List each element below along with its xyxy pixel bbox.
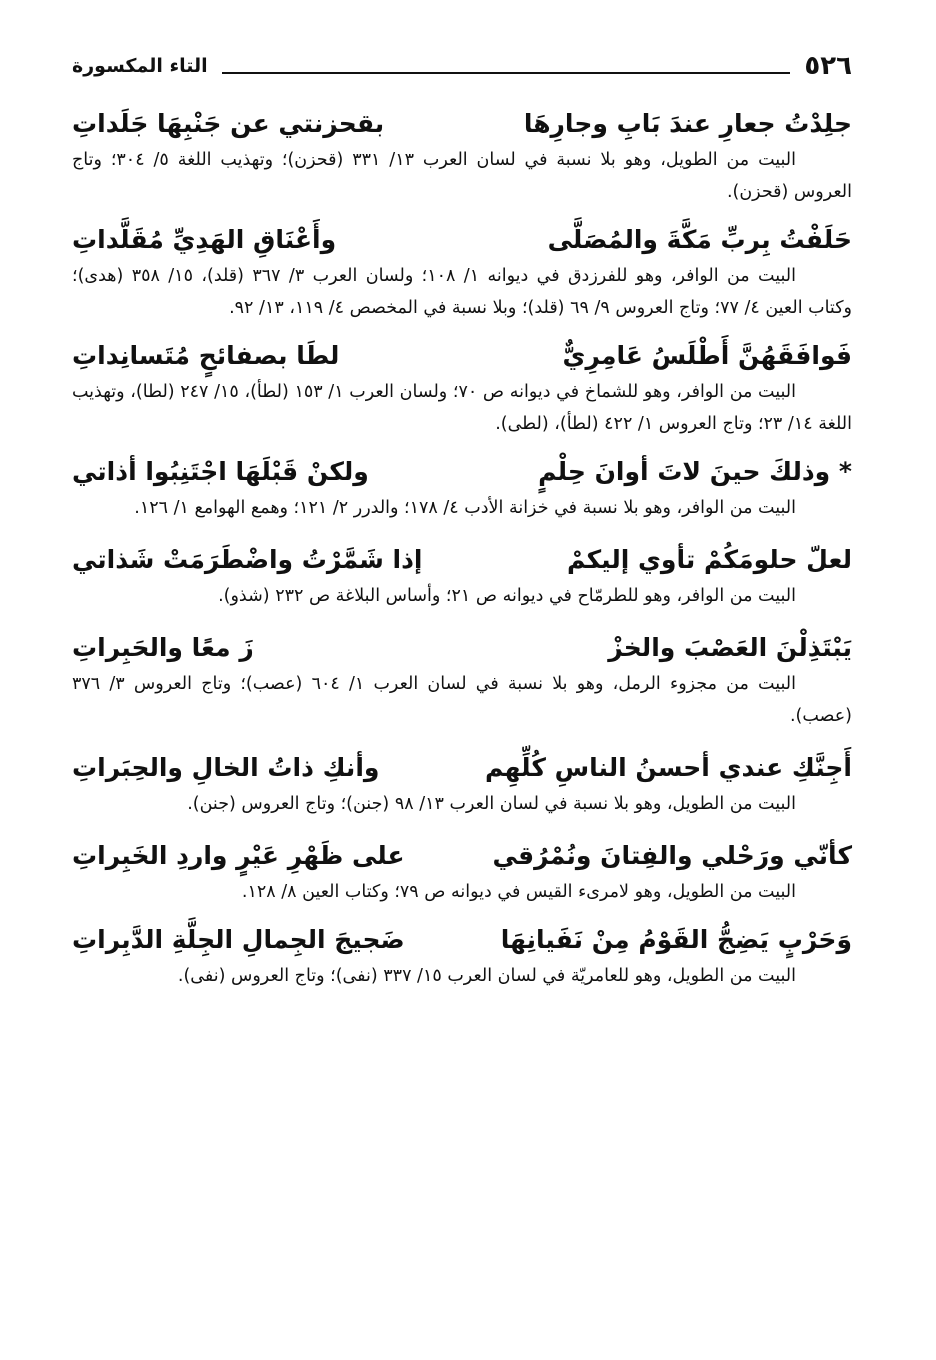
verse-entry bbox=[72, 628, 852, 732]
section-title: التاء المكسورة bbox=[72, 55, 208, 77]
verse-line bbox=[72, 452, 852, 492]
verse-entry bbox=[72, 836, 852, 908]
verse-entry bbox=[72, 336, 852, 440]
first-hemistich-text: وَحَرْبٍ يَضِجُّ القَوْمُ مِنْ نَفَيانِهَا bbox=[500, 925, 852, 954]
header-rule bbox=[222, 72, 791, 74]
verse-note: البيت من الطويل، وهو للعامريّة في لسان العرب ١٥/ ٣٣٧ (نفى)؛ وتاج العروس (نفى). bbox=[177, 966, 796, 986]
header-spacer bbox=[72, 84, 852, 104]
verse-second-hemistich: على ظَهْرِ عَيْرٍ واردِ الخَبِراتِ bbox=[72, 841, 405, 870]
page-number: ٥٢٦ bbox=[804, 51, 852, 81]
entry-spacer bbox=[72, 820, 852, 836]
verse-entry bbox=[72, 220, 852, 324]
verse-second-hemistich: بقحزنتي عن جَنْبِهَا جَلَداتِ bbox=[72, 109, 385, 138]
first-hemistich-text: لعلّ حلومَكُمْ تأوي إليكمْ bbox=[567, 545, 852, 574]
verse-entry bbox=[72, 452, 852, 524]
entry-spacer bbox=[72, 732, 852, 748]
first-hemistich-text: أَجِنَّكِ عندي أحسنُ الناسِ كُلِّهِم bbox=[485, 753, 852, 782]
verse-entry bbox=[72, 920, 852, 992]
verse-first-hemistich bbox=[538, 452, 852, 492]
verse-first-hemistich bbox=[501, 920, 852, 960]
first-hemistich-text: كأنّي ورَحْلي والفِتانَ ونُمْرُقي bbox=[492, 841, 852, 870]
verse-second-hemistich: وأَعْنَاقِ الهَدِيِّ مُقَلَّداتِ bbox=[72, 225, 337, 254]
verse-first-hemistich bbox=[563, 336, 852, 376]
first-hemistich-text: جلِدْتُ جعارِ عندَ بَابِ وجارِهَا bbox=[523, 109, 852, 138]
verse-entry bbox=[72, 104, 852, 208]
first-hemistich-text: يَبْتَذِلْنَ العَصْبَ والخزْ bbox=[608, 633, 852, 662]
verse-first-hemistich bbox=[493, 836, 853, 876]
entry-spacer bbox=[72, 324, 852, 336]
entry-spacer bbox=[72, 524, 852, 540]
verse-line bbox=[72, 920, 852, 960]
verse-second-hemistich: وأنكِ ذاتُ الخالِ والحِبَراتِ bbox=[72, 753, 380, 782]
verse-note: البيت من الطويل، وهو لامرىء القيس في ديوانه ص ٧٩؛ وكتاب العين ٨/ ١٢٨. bbox=[241, 882, 796, 902]
verse-second-hemistich: لطَا بصفائحٍ مُتَسانِداتِ bbox=[72, 341, 340, 370]
first-hemistich-text: وذلكَ حينَ لاتَ أوانَ حِلْمٍ bbox=[538, 457, 831, 486]
verse-line bbox=[72, 540, 852, 580]
verse-entry bbox=[72, 540, 852, 612]
entry-spacer bbox=[72, 612, 852, 628]
first-hemistich-text: حَلَفْتُ بِربِّ مَكَّةَ والمُصَلَّى bbox=[547, 225, 852, 254]
verse-line bbox=[72, 628, 852, 668]
verse-entry bbox=[72, 748, 852, 820]
verse-line bbox=[72, 748, 852, 788]
verse-first-hemistich bbox=[485, 748, 852, 788]
entry-spacer bbox=[72, 908, 852, 920]
book-page bbox=[72, 48, 852, 992]
verse-note: البيت من الطويل، وهو بلا نسبة في لسان العرب ١٣/ ٣٣١ (قحزن)؛ وتهذيب اللغة ٥/ ٣٠٤؛ وتاج العروس (قحزن). bbox=[72, 150, 852, 202]
verse-note: البيت من الوافر، وهو للفرزدق في ديوانه ١/ ١٠٨؛ ولسان العرب ٣/ ٣٦٧ (قلد)، ١٥/ ٣٥٨ (هدى)؛ وكتاب العين ٤/ ٧٧؛ وتاج العروس ٩/ ٦٩ (قلد)؛ وبلا نسبة في المخصص ٤/ ١١٩، ١٣/ ٩٢. bbox=[72, 266, 852, 318]
verse-marker: * bbox=[830, 457, 852, 486]
verse-line bbox=[72, 220, 852, 260]
verse-line bbox=[72, 336, 852, 376]
verse-note: البيت من الوافر، وهو للشماخ في ديوانه ص ٧٠؛ ولسان العرب ١/ ١٥٣ (لطأ)، ١٥/ ٢٤٧ (لطا)، وتهذيب اللغة ١٤/ ٢٣؛ وتاج العروس ١/ ٤٢٢ (لطأ)، (لطى). bbox=[72, 382, 852, 434]
first-hemistich-text: فَوافَقَهُنَّ أَطْلَسُ عَامِرِيٌّ bbox=[562, 341, 852, 370]
verse-line bbox=[72, 836, 852, 876]
verse-second-hemistich: إذا شَمَّرْتُ واضْطَرَمَتْ شَذاتي bbox=[72, 545, 423, 574]
verse-first-hemistich bbox=[608, 628, 852, 668]
verse-note: البيت من الوافر، وهو بلا نسبة في خزانة الأدب ٤/ ١٧٨؛ والدرر ٢/ ١٢١؛ وهمع الهوامع ١/ ١٢٦. bbox=[134, 498, 796, 518]
verse-first-hemistich bbox=[567, 540, 852, 580]
verse-line bbox=[72, 104, 852, 144]
verse-note: البيت من مجزوء الرمل، وهو بلا نسبة في لسان العرب ١/ ٦٠٤ (عصب)؛ وتاج العروس ٣/ ٣٧٦ (عصب). bbox=[72, 674, 852, 726]
page-header bbox=[72, 48, 852, 84]
verse-second-hemistich: زَ معًا والحَبِراتِ bbox=[72, 633, 254, 662]
verse-second-hemistich: ضَجيجَ الجِمالِ الجِلَّةِ الدَّبِراتِ bbox=[72, 925, 405, 954]
entry-spacer bbox=[72, 208, 852, 220]
verse-first-hemistich bbox=[548, 220, 852, 260]
verse-note: البيت من الطويل، وهو بلا نسبة في لسان العرب ١٣/ ٩٨ (جنن)؛ وتاج العروس (جنن). bbox=[187, 794, 796, 814]
verse-second-hemistich: ولكنْ قَبْلَهَا اجْتَنِبُوا أذاتي bbox=[72, 457, 369, 486]
verse-first-hemistich bbox=[524, 104, 852, 144]
verse-note: البيت من الوافر، وهو للطرمّاح في ديوانه ص ٢١؛ وأساس البلاغة ص ٢٣٢ (شذو). bbox=[218, 586, 796, 606]
entry-spacer bbox=[72, 440, 852, 452]
